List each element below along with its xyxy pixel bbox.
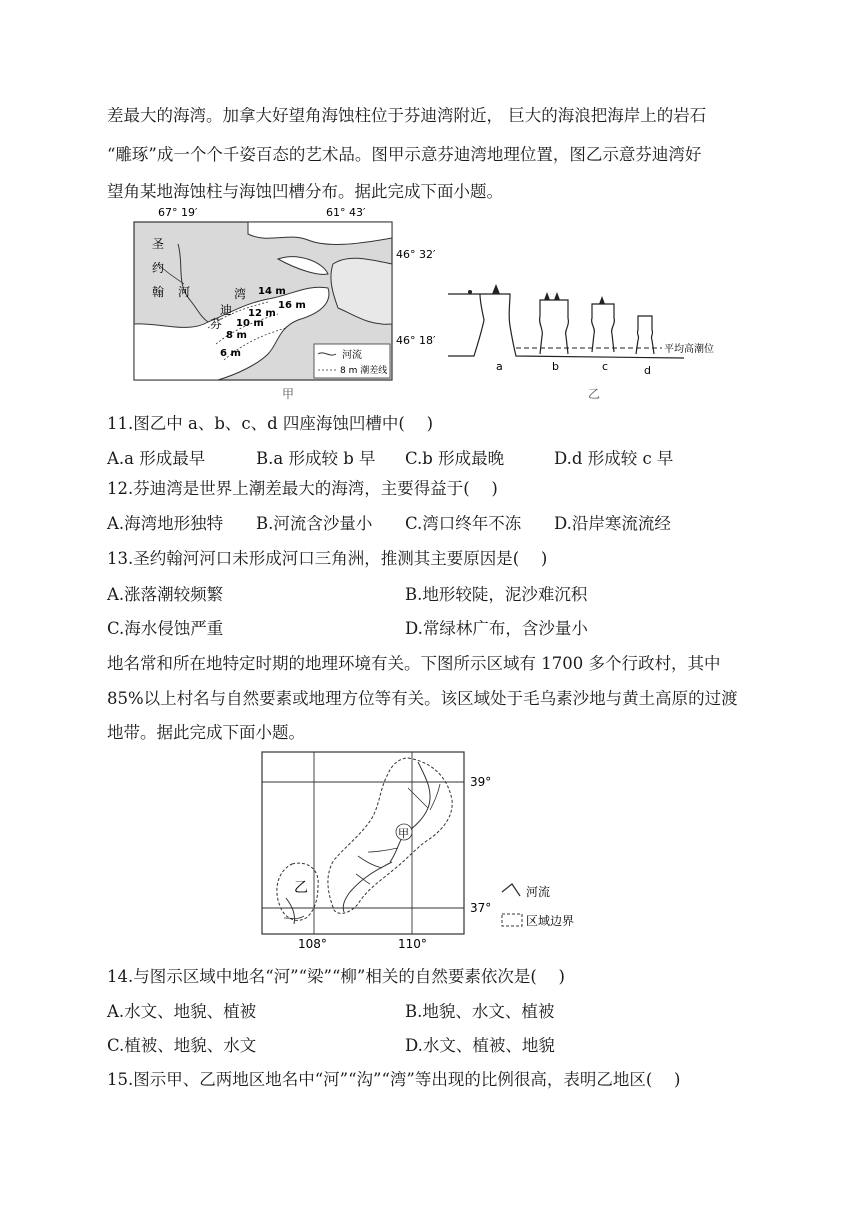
depth-12m: 12 m [248,308,276,319]
q11-stem: 11.图乙中 a、b、c、d 四座海蚀凹槽中( ) [107,414,434,433]
passage1-line-3: 望角某地海蚀柱与海蚀凹槽分布。据此完成下面小题。 [107,182,503,201]
q12-option-c[interactable]: C.湾口终年不冻 [405,514,522,533]
passage2-line-3: 地带。据此完成下面小题。 [107,723,305,742]
region-map [258,748,604,952]
passage2-line-1: 地名常和所在地特定时期的地理环境有关。下图所示区域有 1700 多个行政村，其中 [107,654,721,673]
q13-stem: 13.圣约翰河河口未形成河口三角洲，推测其主要原因是( ) [107,549,548,568]
legend-river-label-2: 河流 [526,885,551,899]
lon-left-label: 67° 19′ [158,206,198,219]
label-c: c [602,360,609,373]
q13-option-d[interactable]: D.常绿林广布，含沙量小 [405,619,588,638]
label-b: b [552,360,559,373]
q11-option-b[interactable]: B.a 形成较 b 早 [256,449,376,468]
depth-14m: 14 m [258,286,286,297]
q12-option-b[interactable]: B.河流含沙量小 [256,514,373,533]
bay-char-1: 芬 [210,317,223,331]
q12-stem: 12.芬迪湾是世界上潮差最大的海湾，主要得益于( ) [107,479,498,498]
lat-39-label: 39° [470,775,492,789]
stack-a-vegetation [492,284,500,294]
q11-option-a[interactable]: A.a 形成最早 [107,449,206,468]
q14-option-b[interactable]: B.地貌、水文、植被 [405,1002,555,1021]
q11-option-c[interactable]: C.b 形成最晚 [405,449,505,468]
mean-high-tide-label: 平均高潮位 [664,344,714,355]
label-d: d [644,364,651,377]
fundy-bay-map [128,204,448,404]
sea-stack-profile [444,270,714,405]
figure-yi [444,270,714,405]
q14-option-d[interactable]: D.水文、植被、地貌 [405,1036,555,1055]
legend-boundary-label: 区域边界 [526,914,575,928]
passage1-line-1: 差最大的海湾。加拿大好望角海蚀柱位于芬迪湾附近， 巨大的海浪把海岸上的岩石 [107,106,707,125]
q11-option-d[interactable]: D.d 形成较 c 早 [554,449,674,468]
region-yi-label: 乙 [294,880,308,896]
legend-tide-label: 8 m 潮差线 [340,366,388,376]
q14-option-a[interactable]: A.水文、地貌、植被 [107,1002,257,1021]
figure-yi-caption: 乙 [587,387,601,401]
bay-char-3: 湾 [234,287,247,301]
depth-8m: 8 m [226,330,247,341]
river-char-4: 河 [178,285,191,299]
lat-top-label: 46° 32′ [396,248,436,261]
river-char-3: 翰 [152,285,165,299]
depth-10m: 10 m [236,318,264,329]
q14-option-c[interactable]: C.植被、地貌、水文 [107,1036,257,1055]
bay-char-2: 迪 [220,303,233,317]
q13-option-c[interactable]: C.海水侵蚀严重 [107,619,224,638]
q15-stem: 15.图示甲、乙两地区地名中“河”“沟”“湾”等出现的比例很高，表明乙地区( ) [107,1070,681,1089]
river-char-2: 约 [152,261,165,275]
q12-option-a[interactable]: A.海湾地形独特 [107,514,224,533]
legend-river-label: 河流 [342,350,362,361]
passage2-line-2: 85%以上村名与自然要素或地理方位等有关。该区域处于毛乌素沙地与黄土高原的过渡 [107,689,738,708]
q12-option-d[interactable]: D.沿岸寒流流经 [554,514,671,533]
lat-37-label: 37° [470,901,492,915]
depth-6m: 6 m [220,348,241,359]
figure-jia-caption: 甲 [281,387,295,401]
q13-option-a[interactable]: A.涨落潮较频繁 [107,585,224,604]
figure-region-map [258,748,604,952]
figure-jia [128,204,448,404]
q14-stem: 14.与图示区域中地名“河”“梁”“柳”相关的自然要素依次是( ) [107,967,565,986]
lon-108-label: 108° [298,937,327,951]
q13-option-b[interactable]: B.地形较陡，泥沙难沉积 [405,585,588,604]
label-a: a [496,360,503,373]
lon-right-label: 61° 43′ [326,206,366,219]
passage1-line-2: “雕琢”成一个个千姿百态的艺术品。图甲示意芬迪湾地理位置，图乙示意芬迪湾好 [107,145,702,164]
river-char-1: 圣 [152,237,165,251]
region-jia-label: 甲 [398,827,409,840]
depth-16m: 16 m [278,300,306,311]
lat-bottom-label: 46° 18′ [396,334,436,347]
lon-110-label: 110° [398,937,427,951]
